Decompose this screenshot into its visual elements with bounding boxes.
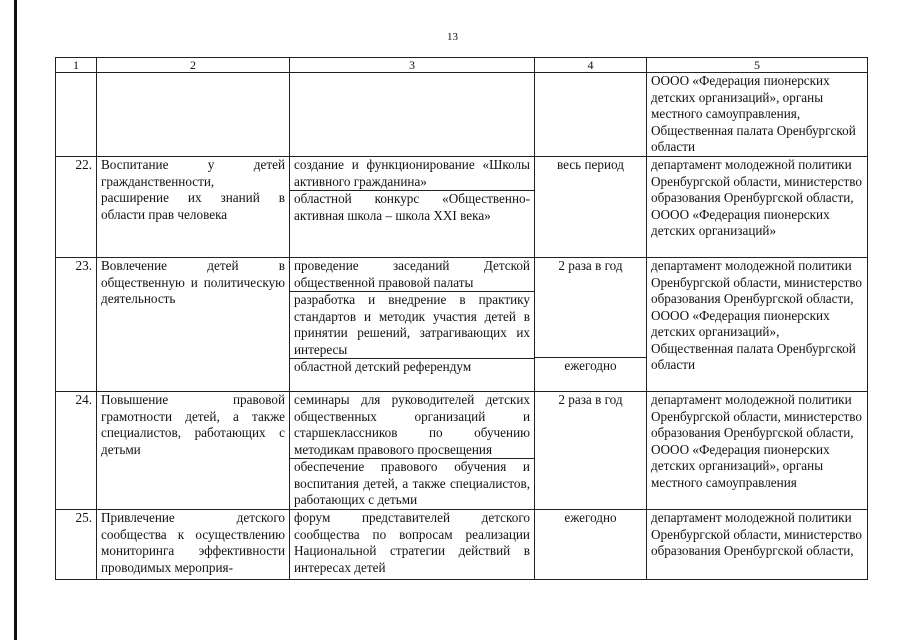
table-row xyxy=(56,157,868,258)
activity: разработка и внедрение в практику стандартов и методик участия детей в принятии решений, затрагивающих их интересы xyxy=(290,292,534,359)
term-cell: ежегодно xyxy=(564,358,617,373)
term-cell: ежегодно xyxy=(535,510,647,580)
row-number: 22. xyxy=(56,157,97,258)
binding-edge xyxy=(14,0,17,640)
activity: областной конкурс «Общественно-активная школа – школа XXI века» xyxy=(294,191,530,223)
header-cell: 4 xyxy=(535,58,647,73)
header-cell: 1 xyxy=(56,58,97,73)
activity: форум представителей детского сообщества по вопросам реализации Национальной стратегии действий в интересах детей xyxy=(294,510,530,575)
row-number: 23. xyxy=(56,258,97,392)
goal-cell: Повышение правовой грамотности детей, а также специалистов, работающих с детьми xyxy=(97,392,290,510)
executors-cell: ОООО «Федерация пионерских детских организаций», органы местного самоуправления, Общественная палата Оренбургской области xyxy=(647,73,868,157)
term-cell: 2 раза в год xyxy=(535,392,647,510)
activity: семинары для руководителей детских общественных организаций и старшеклассников по обучению методикам правового просвещения xyxy=(290,392,534,459)
term-cell: весь период xyxy=(535,157,647,258)
activity: обеспечение правового обучения и воспитания детей, а также специалистов, работающих с детьми xyxy=(294,459,530,507)
executors-cell: департамент молодежной политики Оренбургской области, министерство образования Оренбургской области, ОООО «Федерация пионерских детских организаций», органы местного самоуправления xyxy=(647,392,868,510)
table-row xyxy=(56,510,868,580)
activity: проведение заседаний Детской общественной правовой палаты xyxy=(290,258,534,292)
activity: областной детский референдум xyxy=(294,359,472,374)
goal-cell: Привлечение детского сообщества к осуществлению мониторинга эффективности проводимых мероприя- xyxy=(97,510,290,580)
executors-cell: департамент молодежной политики Оренбургской области, министерство образования Оренбургской области, xyxy=(647,510,868,580)
activity: создание и функционирование «Школы активного гражданина» xyxy=(290,157,534,191)
header-cell: 2 xyxy=(97,58,290,73)
row-number: 24. xyxy=(56,392,97,510)
executors-cell: департамент молодежной политики Оренбургской области, министерство образования Оренбургской области, ОООО «Федерация пионерских детских организаций» xyxy=(647,157,868,258)
table-row xyxy=(56,258,868,392)
header-cell: 3 xyxy=(290,58,535,73)
row-number: 25. xyxy=(56,510,97,580)
table-row xyxy=(56,73,868,157)
plan-table xyxy=(55,57,868,580)
term-cell: 2 раза в год xyxy=(535,258,646,358)
header-row xyxy=(56,58,868,73)
page-number: 13 xyxy=(447,31,458,43)
header-cell: 5 xyxy=(647,58,868,73)
executors-cell: департамент молодежной политики Оренбургской области, министерство образования Оренбургской области, ОООО «Федерация пионерских детских организаций», Общественная палата Оренбургской области xyxy=(647,258,868,392)
goal-cell: Воспитание у детей гражданственности, расширение их знаний в области прав человека xyxy=(97,157,290,258)
table-row xyxy=(56,392,868,510)
goal-cell: Вовлечение детей в общественную и политическую деятельность xyxy=(97,258,290,392)
